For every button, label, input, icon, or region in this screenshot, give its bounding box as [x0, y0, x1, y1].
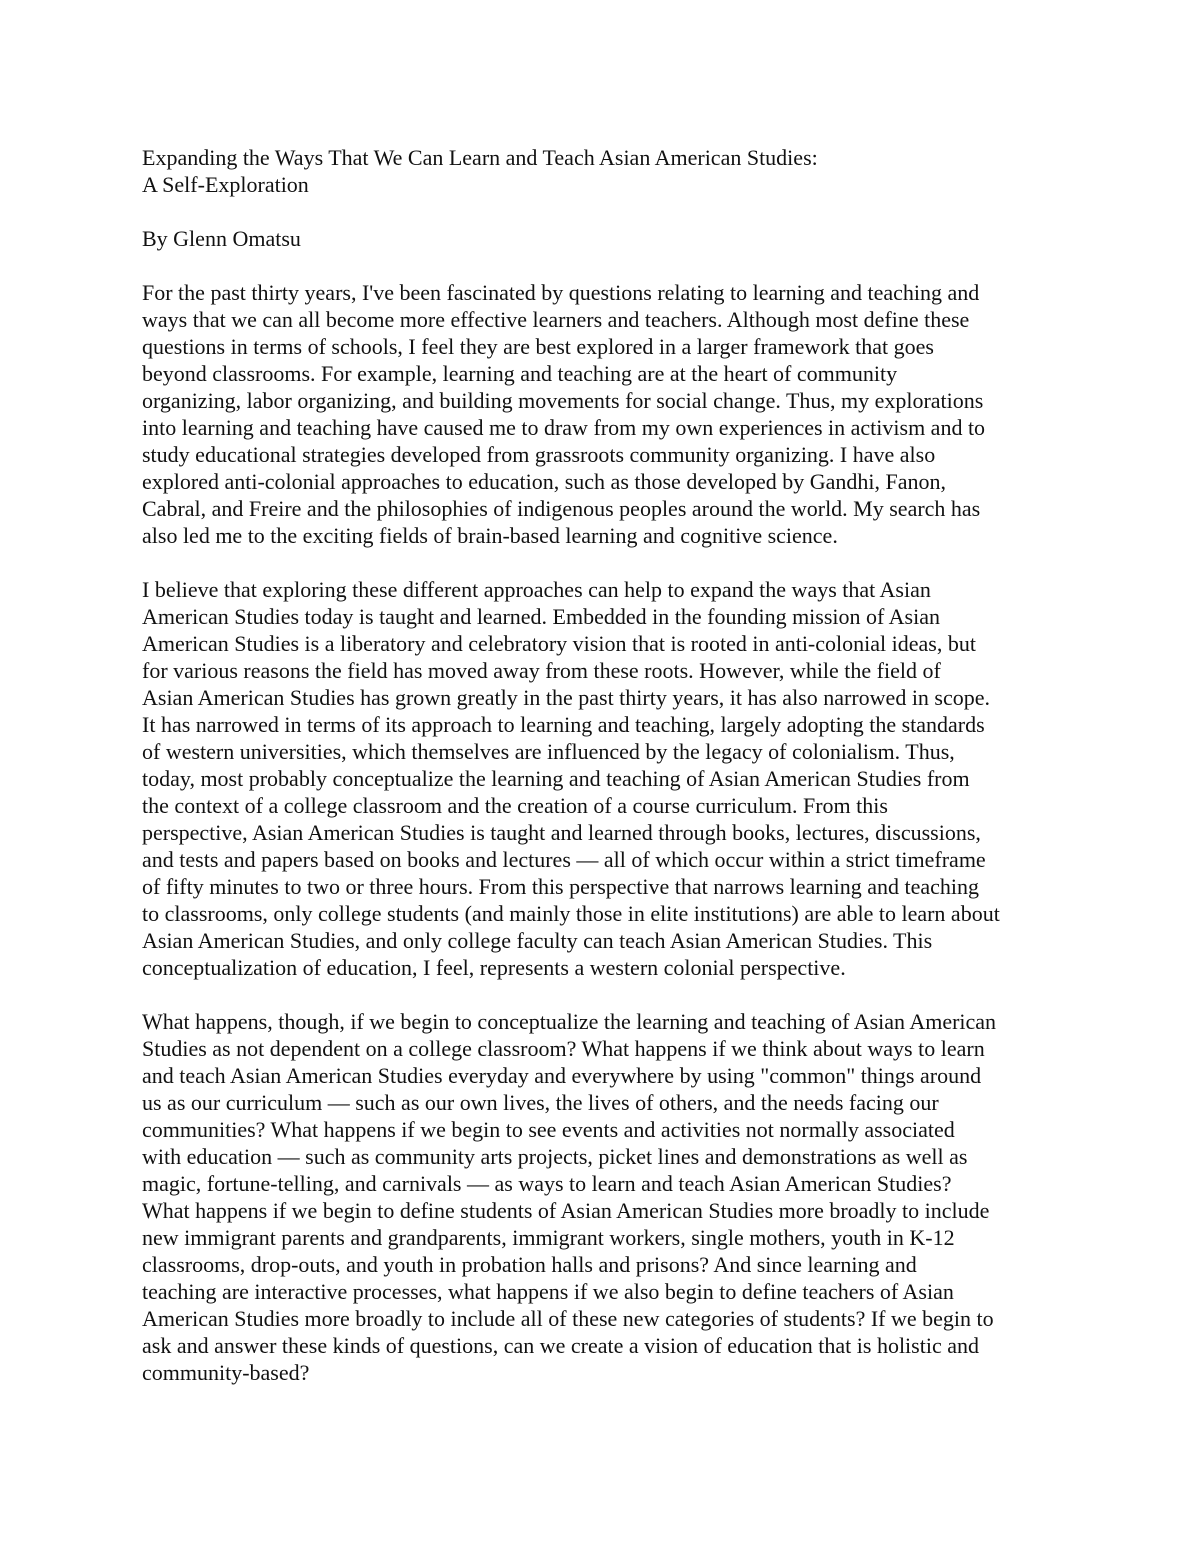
- document-title: [142, 144, 1072, 198]
- subtitle-line: A Self-Exploration: [142, 172, 309, 197]
- paragraph: [142, 1008, 1072, 1386]
- text-line: magic, fortune-telling, and carnivals — as ways to learn and teach Asian American Studies?: [142, 1171, 952, 1196]
- text-line: for various reasons the field has moved away from these roots. However, while the field of: [142, 658, 941, 683]
- text-line: classrooms, drop-outs, and youth in probation halls and prisons? And since learning and: [142, 1252, 917, 1277]
- text-line: beyond classrooms. For example, learning and teaching are at the heart of community: [142, 361, 898, 386]
- text-line: What happens if we begin to define students of Asian American Studies more broadly to include: [142, 1198, 990, 1223]
- text-line: American Studies is a liberatory and celebratory vision that is rooted in anti-colonial ideas, but: [142, 631, 976, 656]
- text-line: new immigrant parents and grandparents, immigrant workers, single mothers, youth in K-12: [142, 1225, 955, 1250]
- text-line: American Studies today is taught and learned. Embedded in the founding mission of Asian: [142, 604, 940, 629]
- text-line: ask and answer these kinds of questions, can we create a vision of education that is holistic and: [142, 1333, 979, 1358]
- text-line: American Studies more broadly to include all of these new categories of students? If we begin to: [142, 1306, 994, 1331]
- text-line: today, most probably conceptualize the learning and teaching of Asian American Studies from: [142, 766, 970, 791]
- text-line: us as our curriculum — such as our own lives, the lives of others, and the needs facing our: [142, 1090, 939, 1115]
- text-line: study educational strategies developed from grassroots community organizing. I have also: [142, 442, 936, 467]
- text-line: communities? What happens if we begin to see events and activities not normally associated: [142, 1117, 955, 1142]
- text-line: Studies as not dependent on a college classroom? What happens if we think about ways to learn: [142, 1036, 985, 1061]
- text-line: questions in terms of schools, I feel they are best explored in a larger framework that goes: [142, 334, 934, 359]
- text-line: community-based?: [142, 1360, 310, 1385]
- text-line: into learning and teaching have caused me to draw from my own experiences in activism and to: [142, 415, 986, 440]
- document-body: [142, 144, 1072, 1386]
- text-line: It has narrowed in terms of its approach to learning and teaching, largely adopting the standards: [142, 712, 985, 737]
- text-line: to classrooms, only college students (and mainly those in elite institutions) are able to learn about: [142, 901, 1000, 926]
- paragraph: [142, 279, 1072, 549]
- text-line: What happens, though, if we begin to conceptualize the learning and teaching of Asian American: [142, 1009, 997, 1034]
- text-line: of fifty minutes to two or three hours. From this perspective that narrows learning and teaching: [142, 874, 980, 899]
- text-line: explored anti-colonial approaches to education, such as those developed by Gandhi, Fanon,: [142, 469, 946, 494]
- title-line: Expanding the Ways That We Can Learn and Teach Asian American Studies:: [142, 145, 818, 170]
- text-line: teaching are interactive processes, what happens if we also begin to define teachers of Asian: [142, 1279, 954, 1304]
- text-line: with education — such as community arts projects, picket lines and demonstrations as well as: [142, 1144, 968, 1169]
- text-line: also led me to the exciting fields of brain-based learning and cognitive science.: [142, 523, 838, 548]
- text-line: For the past thirty years, I've been fascinated by questions relating to learning and teaching and: [142, 280, 980, 305]
- paragraph: [142, 576, 1072, 981]
- text-line: Cabral, and Freire and the philosophies of indigenous peoples around the world. My search has: [142, 496, 981, 521]
- author-byline: By Glenn Omatsu: [142, 226, 301, 251]
- text-line: I believe that exploring these different approaches can help to expand the ways that Asian: [142, 577, 931, 602]
- text-line: organizing, labor organizing, and building movements for social change. Thus, my explorations: [142, 388, 984, 413]
- text-line: the context of a college classroom and the creation of a course curriculum. From this: [142, 793, 888, 818]
- text-line: and tests and papers based on books and lectures — all of which occur within a strict timeframe: [142, 847, 986, 872]
- text-line: perspective, Asian American Studies is taught and learned through books, lectures, discussions,: [142, 820, 981, 845]
- text-line: of western universities, which themselves are influenced by the legacy of colonialism. Thus,: [142, 739, 955, 764]
- text-line: conceptualization of education, I feel, represents a western colonial perspective.: [142, 955, 846, 980]
- text-line: ways that we can all become more effective learners and teachers. Although most define these: [142, 307, 970, 332]
- paragraphs: [142, 279, 1072, 1386]
- text-line: Asian American Studies has grown greatly in the past thirty years, it has also narrowed in scope.: [142, 685, 991, 710]
- text-line: Asian American Studies, and only college faculty can teach Asian American Studies. This: [142, 928, 933, 953]
- text-line: and teach Asian American Studies everyday and everywhere by using "common" things around: [142, 1063, 982, 1088]
